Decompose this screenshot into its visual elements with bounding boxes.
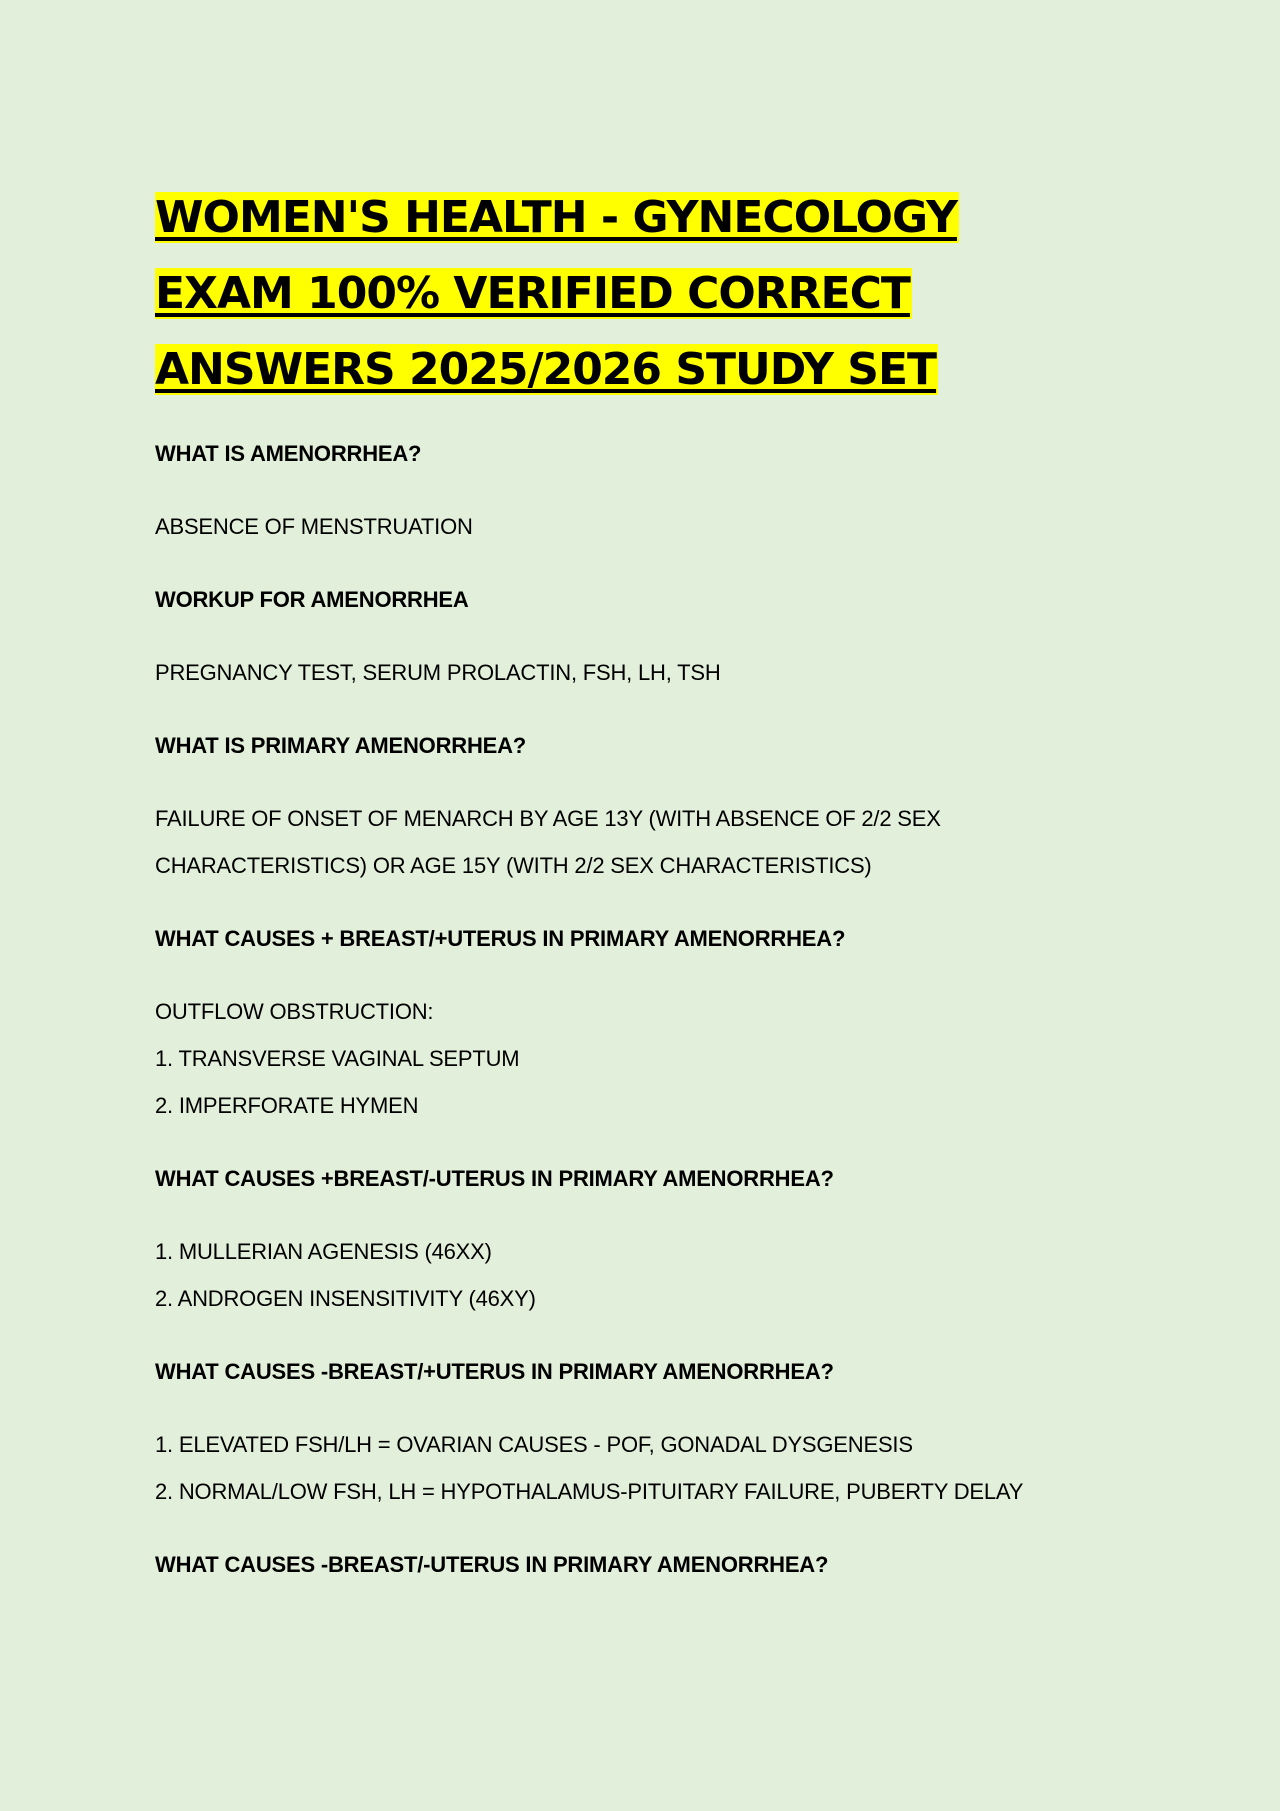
question: WORKUP FOR AMENORRHEA [155,587,469,612]
title-line: ANSWERS 2025/2026 STUDY SET [155,344,937,395]
question: WHAT CAUSES -BREAST/-UTERUS IN PRIMARY AMENORRHEA? [155,1552,829,1577]
question: WHAT CAUSES + BREAST/+UTERUS IN PRIMARY AMENORRHEA? [155,926,846,951]
question: WHAT CAUSES +BREAST/-UTERUS IN PRIMARY AMENORRHEA? [155,1166,834,1191]
qa-item [155,1155,1155,1322]
qa-item [155,1541,1155,1588]
question: WHAT IS PRIMARY AMENORRHEA? [155,733,527,758]
answer [155,1421,1155,1515]
qa-item [155,1348,1155,1515]
answer-line: OUTFLOW OBSTRUCTION: [155,999,434,1024]
answer [155,649,1155,696]
answer [155,1228,1155,1322]
qa-list [155,430,1155,1588]
document-page [155,180,1155,1614]
question: WHAT CAUSES -BREAST/+UTERUS IN PRIMARY AMENORRHEA? [155,1359,834,1384]
title-line: WOMEN'S HEALTH - GYNECOLOGY [155,192,957,243]
answer-line: CHARACTERISTICS) OR AGE 15Y (WITH 2/2 SEX CHARACTERISTICS) [155,853,872,878]
qa-item [155,915,1155,1129]
qa-item [155,430,1155,550]
answer-line: ABSENCE OF MENSTRUATION [155,514,473,539]
answer-line: 1. TRANSVERSE VAGINAL SEPTUM [155,1046,520,1071]
answer-line: FAILURE OF ONSET OF MENARCH BY AGE 13Y (WITH ABSENCE OF 2/2 SEX [155,806,941,831]
answer [155,795,1155,889]
answer [155,503,1155,550]
document-title [155,180,1155,408]
answer-line: 2. ANDROGEN INSENSITIVITY (46XY) [155,1286,536,1311]
question: WHAT IS AMENORRHEA? [155,441,422,466]
qa-item [155,722,1155,889]
answer-line: 2. NORMAL/LOW FSH, LH = HYPOTHALAMUS-PITUITARY FAILURE, PUBERTY DELAY [155,1479,1024,1504]
answer-line: 2. IMPERFORATE HYMEN [155,1093,419,1118]
qa-item [155,576,1155,696]
answer-line: 1. MULLERIAN AGENESIS (46XX) [155,1239,492,1264]
answer-line: 1. ELEVATED FSH/LH = OVARIAN CAUSES - POF, GONADAL DYSGENESIS [155,1432,913,1457]
answer [155,988,1155,1129]
title-line: EXAM 100% VERIFIED CORRECT [155,268,910,319]
answer-line: PREGNANCY TEST, SERUM PROLACTIN, FSH, LH, TSH [155,660,721,685]
